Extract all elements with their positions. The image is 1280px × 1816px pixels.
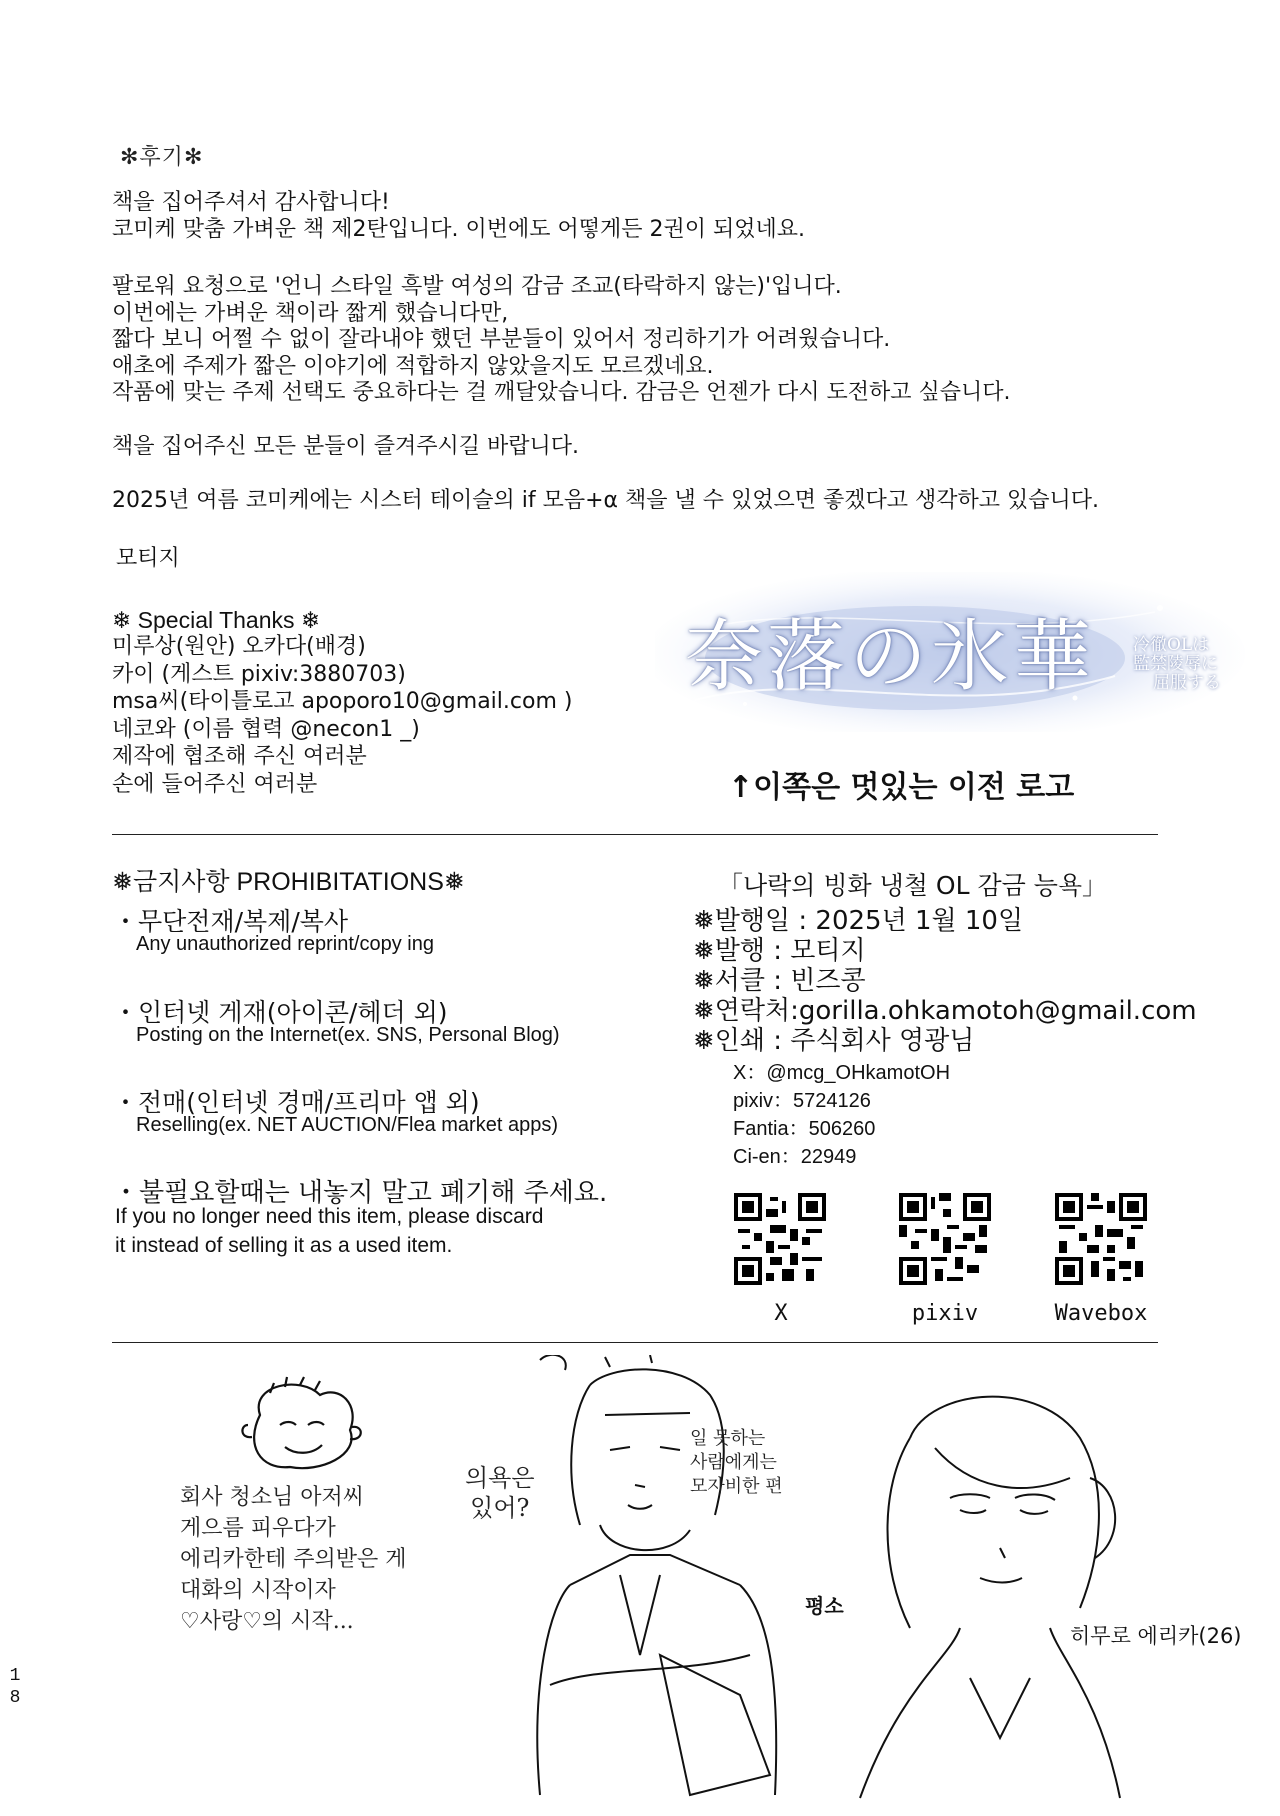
- erika-angry-sketch: [510, 1355, 850, 1810]
- qr-code-pixiv[interactable]: [899, 1193, 991, 1285]
- prohibition-item: ・무단전재/복제/복사: [113, 907, 349, 936]
- page-number: [8, 1665, 22, 1709]
- side-note-line: 일 못하는: [690, 1428, 766, 1449]
- logo-title-text: 奈落の氷華: [685, 612, 1096, 702]
- special-thanks-list: [112, 633, 572, 798]
- colophon-contact: ❅연락처:gorilla.ohkamotoh@gmail.com: [693, 996, 1197, 1026]
- side-note: [690, 1427, 783, 1499]
- prohibitions-title: ❅금지사항 PROHIBITATIONS❅: [112, 868, 465, 896]
- colophon-title: 「나락의 빙화 냉철 OL 감금 능욕」: [718, 871, 1107, 900]
- qr-code-x[interactable]: [734, 1193, 826, 1285]
- note-line: 게으름 피우다가: [180, 1516, 336, 1541]
- afterword-line: 작품에 맞는 주제 선택도 중요하다는 걸 깨달았습니다. 감금은 언젠가 다시 도전하고 싶습니다.: [112, 380, 1011, 405]
- section-divider: [112, 1342, 1158, 1343]
- afterword-paragraph: [112, 274, 1011, 407]
- side-note-line: 모자비한 편: [690, 1476, 783, 1497]
- thanks-line: msa씨(타이틀로고 apoporo10@gmail.com ): [112, 689, 573, 714]
- afterword-line: 팔로워 요청으로 '언니 스타일 흑발 여성의 감금 조교(타락하지 않는)'입니다.: [112, 274, 842, 299]
- page-number-digit: 8: [9, 1688, 21, 1708]
- afterword-paragraph: [112, 190, 805, 243]
- prohibition-item-en: Posting on the Internet(ex. SNS, Personal Blog): [136, 1024, 560, 1046]
- colophon-publish-date: ❅발행일 : 2025년 1월 10일: [693, 906, 1024, 936]
- afterword-line: 짧다 보니 어쩔 수 없이 잘라내야 했던 부분들이 있어서 정리하기가 어려웠습니다.: [112, 327, 891, 352]
- colophon-publisher: ❅발행 : 모티지: [693, 936, 866, 966]
- note-line: 회사 청소님 아저씨: [180, 1485, 365, 1510]
- afterword-paragraph: [112, 434, 579, 461]
- author-name: 모티지: [116, 546, 180, 571]
- janitor-sketch: [230, 1375, 390, 1475]
- contact-cien: Ci-en：22949: [733, 1146, 857, 1168]
- afterword-signature: [116, 546, 180, 573]
- page-number-digit: 1: [9, 1666, 21, 1686]
- logo-subtitle-line: 冷徹OLは: [1133, 635, 1210, 655]
- logo-subtitle-line: 監禁陵辱に: [1133, 654, 1218, 674]
- thanks-line: 제작에 협조해 주신 여러분: [112, 744, 367, 769]
- qr-label-pixiv: pixiv: [911, 1301, 979, 1326]
- qr-label-x: X: [774, 1301, 788, 1326]
- thanks-line: 카이 (게스트 pixiv:3880703): [112, 661, 406, 687]
- handwritten-note: [180, 1482, 407, 1637]
- label-normal: 평소: [805, 1594, 844, 1618]
- contact-x: X：@mcg_OHkamotOH: [733, 1062, 951, 1084]
- afterword-line: 책을 집어주신 모든 분들이 즐겨주시길 바랍니다.: [112, 434, 580, 459]
- qr-code-wavebox[interactable]: [1055, 1193, 1147, 1285]
- afterword-heading: ✻후기✻: [120, 145, 204, 170]
- thanks-line: 미루상(원안) 오카다(배경): [112, 634, 366, 659]
- afterword-line: 코미케 맞춤 가벼운 책 제2탄입니다. 이번에도 어떻게든 2권이 되었네요.: [112, 216, 805, 242]
- speech-line: 있어?: [470, 1494, 530, 1522]
- special-thanks-heading: ❄ Special Thanks ❄: [112, 607, 321, 633]
- prohibition-item: ・전매(인터넷 경매/프리마 앱 외): [113, 1088, 480, 1117]
- prohibition-item-en: it instead of selling it as a used item.: [115, 1234, 453, 1257]
- label-character-name: 히무로 에리카(26): [1070, 1624, 1242, 1648]
- note-line: 대화의 시작이자: [180, 1578, 336, 1603]
- erika-normal-sketch: [840, 1378, 1140, 1808]
- contact-fantia: Fantia：506260: [733, 1118, 876, 1140]
- colophon-printer: ❅인쇄 : 주식회사 영광님: [693, 1026, 975, 1056]
- afterword-paragraph: [112, 488, 1099, 515]
- contact-pixiv: pixiv：5724126: [733, 1090, 871, 1112]
- qr-label-wavebox: Wavebox: [1054, 1301, 1148, 1326]
- prohibition-item: ・인터넷 게재(아이콘/헤더 외): [113, 998, 448, 1027]
- prohibition-item: ・불필요할때는 내놓지 말고 폐기해 주세요.: [113, 1178, 608, 1208]
- speech-bubble: [465, 1463, 535, 1523]
- note-line: 에리카한테 주의받은 게: [180, 1547, 407, 1572]
- logo-subtitle-line: 屈服する: [1153, 673, 1221, 693]
- afterword-line: 2025년 여름 코미케에는 시스터 테이슬의 if 모음+α 책을 낼 수 있었으면 좋겠다고 생각하고 있습니다.: [112, 488, 1100, 513]
- afterword-line: 책을 집어주셔서 감사합니다!: [112, 190, 390, 215]
- note-line: ♡사랑♡의 시작...: [180, 1609, 354, 1634]
- side-note-line: 사람에게는: [690, 1452, 777, 1473]
- thanks-line: 네코와 (이름 협력 @necon1 _): [112, 716, 420, 742]
- speech-line: 의욕은: [465, 1464, 535, 1492]
- logo-subtitle: [1133, 636, 1221, 693]
- afterword-line: 애초에 주제가 짧은 이야기에 적합하지 않았을지도 모르겠네요.: [112, 353, 714, 379]
- thanks-line: 손에 들어주신 여러분: [112, 771, 318, 797]
- logo-caption: ↑이쪽은 멋있는 이전 로고: [728, 770, 1075, 805]
- section-divider: [112, 834, 1158, 835]
- prohibition-item-en: Any unauthorized reprint/copy ing: [136, 933, 434, 955]
- prohibition-item-en: If you no longer need this item, please discard: [115, 1205, 544, 1228]
- colophon-circle: ❅서클 : 빈즈콩: [693, 966, 866, 996]
- old-title-logo: [655, 572, 1245, 732]
- prohibition-item-en: Reselling(ex. NET AUCTION/Flea market apps): [136, 1114, 558, 1136]
- afterword-line: 이번에는 가벼운 책이라 짧게 했습니다만,: [112, 300, 509, 326]
